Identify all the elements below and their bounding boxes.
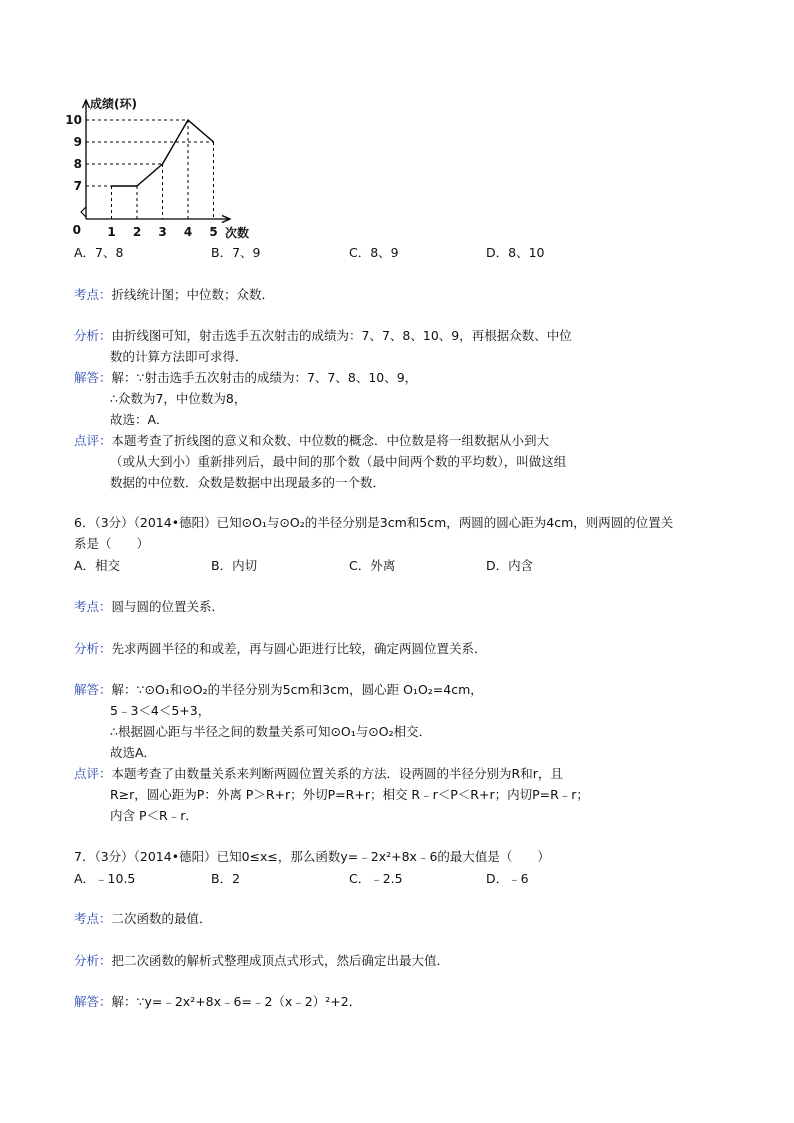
dianping-text: 本题考查了折线图的意义和众数、中位数的概念．中位数是将一组数据从小到大 <box>111 433 550 448</box>
q7-stem: 7．（3分）（2014•德阳）已知0≤x≤，那么函数y=﹣2x²+8x﹣6的最大值是（ ） <box>74 849 550 864</box>
q5-dianping-line2: （或从大到小）重新排列后，最中间的那个数（最中间两个数的平均数），叫做这组 <box>110 454 567 469</box>
q6-jieda-line3: ∴根据圆心距与半径之间的数量关系可知⊙O₁与⊙O₂相交． <box>110 724 432 739</box>
fenxi-label: 分析： <box>74 328 112 343</box>
q6-jieda <box>74 681 483 699</box>
series-segment <box>137 164 163 186</box>
y-axis-label: 成绩(环) <box>90 97 137 111</box>
axis-break <box>81 207 86 217</box>
q6-option-b[interactable]: B．内切 <box>211 558 258 573</box>
jieda-label: 解答： <box>74 682 112 697</box>
fenxi-text: 先求两圆半径的和或差，再与圆心距进行比较，确定两圆位置关系． <box>111 641 487 656</box>
fenxi-label: 分析： <box>74 641 112 656</box>
q7-fenxi <box>74 952 449 970</box>
q5-kaodian <box>74 286 274 304</box>
dianping-label: 点评： <box>74 433 112 448</box>
data-point <box>162 163 164 165</box>
y-tick-label: 8 <box>73 157 82 171</box>
q6-jieda-line4: 故选A． <box>110 745 157 760</box>
q5-option-a[interactable]: A．7、8 <box>74 245 124 260</box>
q6-stem: 6．（3分）（2014•德阳）已知⊙O₁与⊙O₂的半径分别是3cm和5cm，两圆的圆心距为4cm，则两圆的位置关 <box>74 515 674 530</box>
fenxi-text: 由折线图可知，射击选手五次射击的成绩为：7、7、8、10、9，再根据众数、中位 <box>111 328 572 343</box>
q6-dianping-line2: R≥r，圆心距为P：外离 P＞R+r；外切P=R+r；相交 R﹣r＜P＜R+r；内切P=R﹣r； <box>110 787 589 802</box>
q6-option-d[interactable]: D．内含 <box>486 558 534 573</box>
q5-jieda <box>74 369 417 387</box>
q5-option-b[interactable]: B．7、9 <box>211 245 261 260</box>
q6-stem-line2: 系是（ ） <box>74 536 150 551</box>
series-segment <box>188 120 214 142</box>
y-tick-label: 9 <box>73 135 82 149</box>
jieda-label: 解答： <box>74 370 112 385</box>
q5-option-d[interactable]: D．8、10 <box>486 245 545 260</box>
q6-jieda-line2: 5﹣3＜4＜5+3， <box>110 703 211 718</box>
kaodian-label: 考点： <box>74 911 112 926</box>
x-tick-label: 1 <box>107 225 116 239</box>
jieda-text: 解：∵y=﹣2x²+8x﹣6=﹣2（x﹣2）²+2． <box>111 994 362 1009</box>
origin-label: 0 <box>72 223 81 237</box>
kaodian-label: 考点： <box>74 599 112 614</box>
jieda-text: 解：∵射击选手五次射击的成绩为：7、7、8、10、9， <box>111 370 418 385</box>
y-tick-label: 10 <box>65 113 82 127</box>
q5-dianping <box>74 432 549 450</box>
q5-fenxi-line2: 数的计算方法即可求得． <box>110 349 248 364</box>
q7-options <box>74 870 694 888</box>
fenxi-label: 分析： <box>74 953 112 968</box>
jieda-text: 解：∵⊙O₁和⊙O₂的半径分别为5cm和3cm，圆心距 O₁O₂=4cm， <box>111 682 483 697</box>
q5-dianping-line3: 数据的中位数．众数是数据中出现最多的一个数． <box>110 475 386 490</box>
q6-option-a[interactable]: A．相交 <box>74 558 121 573</box>
x-tick-label: 3 <box>158 225 167 239</box>
q6-kaodian <box>74 598 224 616</box>
q5-jieda-line2: ∴众数为7，中位数为8， <box>110 391 247 406</box>
q6-option-c[interactable]: C．外离 <box>349 558 396 573</box>
q5-fenxi <box>74 327 572 345</box>
q6-dianping <box>74 765 563 783</box>
x-tick-label: 2 <box>132 225 142 239</box>
q7-option-b[interactable]: B．2 <box>211 871 241 886</box>
kaodian-label: 考点： <box>74 287 112 302</box>
q7-option-d[interactable]: D．﹣6 <box>486 871 529 886</box>
q5-jieda-line3: 故选：A． <box>110 412 169 427</box>
q5-options <box>74 244 694 262</box>
line-chart <box>60 92 250 242</box>
q7-kaodian <box>74 910 212 928</box>
q6-fenxi <box>74 640 487 658</box>
dianping-label: 点评： <box>74 766 112 781</box>
q6-options <box>74 557 694 575</box>
y-tick-label: 7 <box>73 179 82 193</box>
kaodian-text: 折线统计图；中位数；众数． <box>111 287 275 302</box>
kaodian-text: 二次函数的最值． <box>111 911 212 926</box>
x-axis-label: 次数 <box>225 226 250 240</box>
x-tick-label: 5 <box>209 225 218 239</box>
q7-option-a[interactable]: A．﹣10.5 <box>74 871 136 886</box>
kaodian-text: 圆与圆的位置关系． <box>111 599 225 614</box>
q6-dianping-line3: 内含 P＜R﹣r． <box>110 808 198 823</box>
data-point <box>187 119 189 121</box>
q5-option-c[interactable]: C．8、9 <box>349 245 399 260</box>
data-point <box>213 141 215 143</box>
fenxi-text: 把二次函数的解析式整理成顶点式形式，然后确定出最大值． <box>111 953 450 968</box>
dianping-text: 本题考查了由数量关系来判断两圆位置关系的方法．设两圆的半径分别为R和r，且 <box>111 766 563 781</box>
q7-option-c[interactable]: C．﹣2.5 <box>349 871 403 886</box>
x-tick-label: 4 <box>183 225 193 239</box>
data-point <box>136 185 138 187</box>
data-point <box>111 185 113 187</box>
q7-jieda <box>74 993 361 1011</box>
jieda-label: 解答： <box>74 994 112 1009</box>
